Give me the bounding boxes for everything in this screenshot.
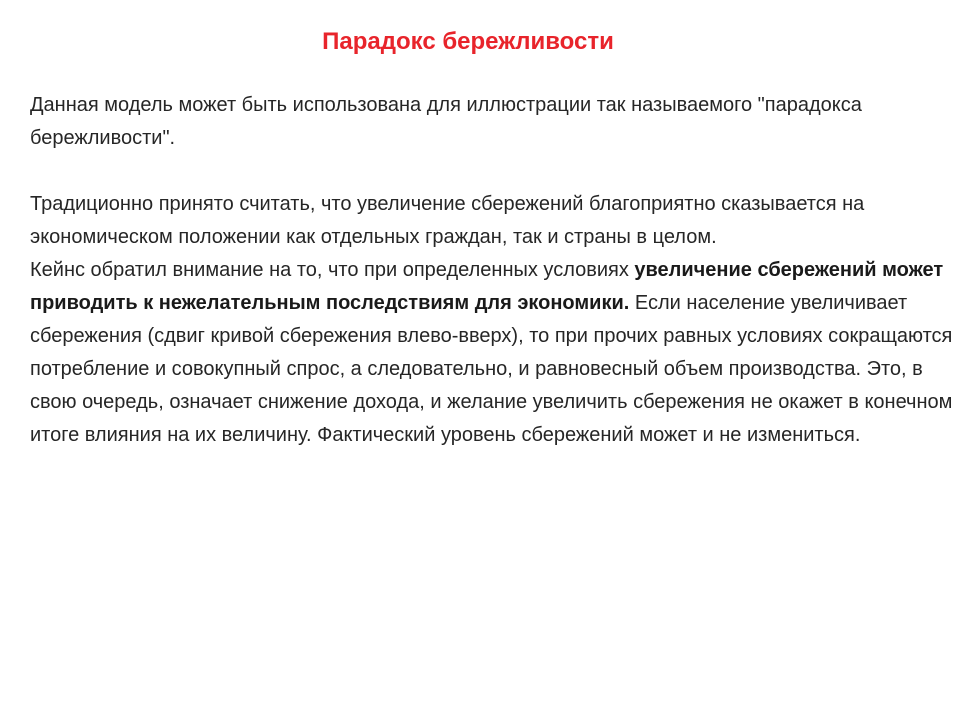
keynes-rest-text: Если население увеличивает сбережения (сдвиг кривой сбережения влево-вверх), то при прочих равных условиях сокращаются потребление и совокупный спрос, а следовательно, и равновесный объем производства. Это, в свою очередь, означает снижение дохода, и желание увеличить сбережения не окажет в конечном итоге влияния на их величину. Фактический уровень сбережений может и не измениться.	[30, 292, 953, 446]
slide-body	[30, 89, 955, 452]
slide-title: Парадокс бережливости	[322, 28, 614, 55]
keynes-lead-text: Кейнс обратил внимание на то, что при определенных условиях	[30, 259, 635, 281]
paragraph-spacer	[30, 155, 955, 188]
paragraph-tradition: Традиционно принято считать, что увеличение сбережений благоприятно сказывается на экономическом положении как отдельных граждан, так и страны в целом.	[30, 193, 865, 248]
paragraph-keynes	[30, 254, 955, 452]
paragraph-intro: Данная модель может быть использована для иллюстрации так называемого "парадокса бережливости".	[30, 94, 862, 149]
keynes-emphasis-text: увеличение сбережений может приводить к нежелательным последствиям для экономики.	[30, 259, 944, 314]
